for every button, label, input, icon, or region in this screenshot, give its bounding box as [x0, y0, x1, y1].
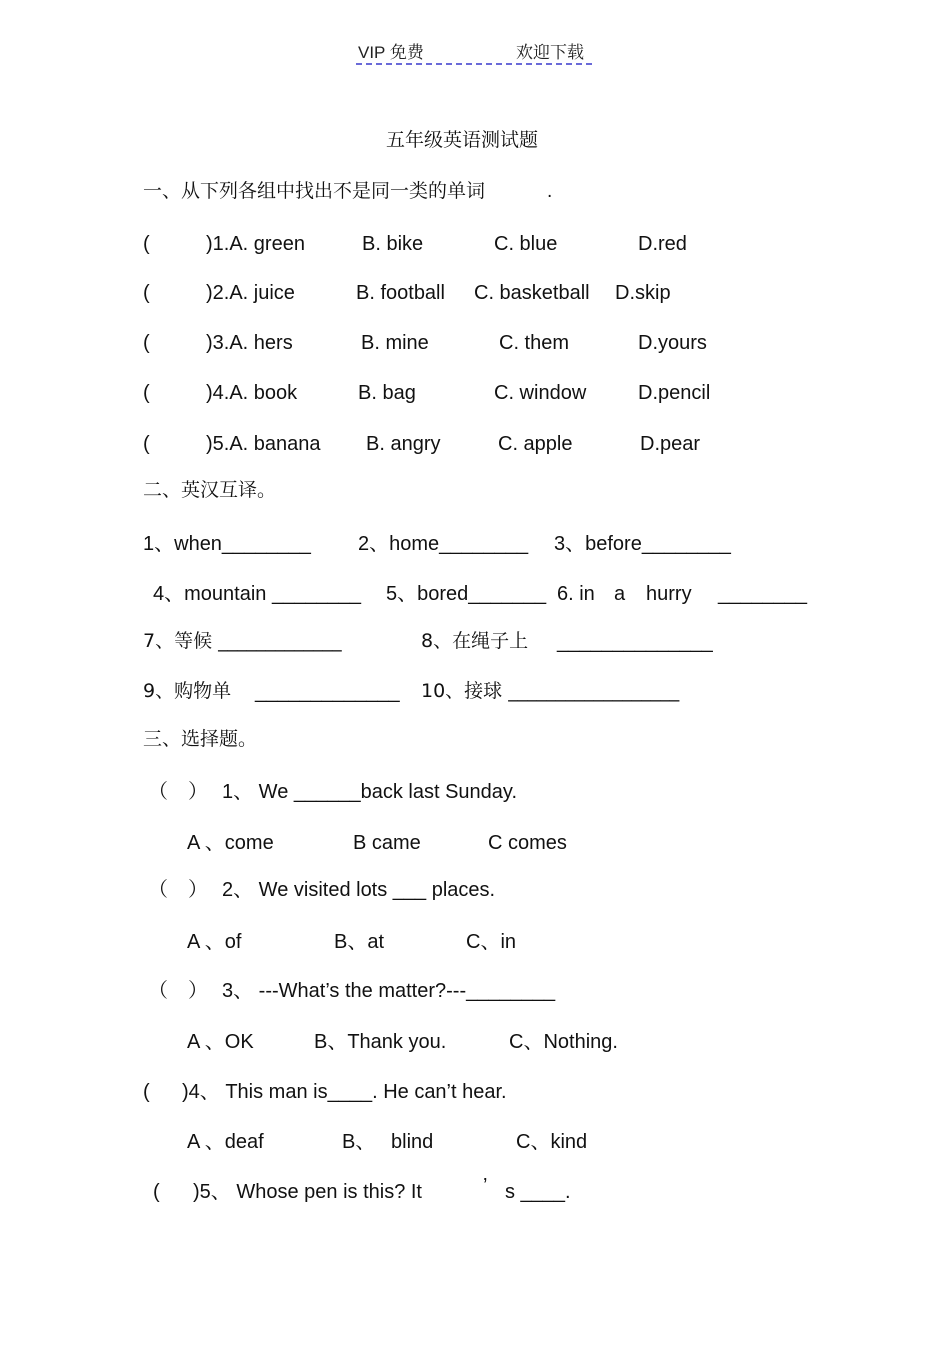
translate-item-6-blank: ________	[718, 583, 807, 605]
page-title: 五年级英语测试题	[386, 129, 539, 151]
translate-item-9-blank: _____________	[255, 681, 400, 703]
choice-q1-paren: （ ）	[148, 781, 208, 803]
option-a: )3.A. hers	[206, 332, 293, 354]
choice-q3-text: 3、 ---What’s the matter?---________	[222, 980, 556, 1002]
option-c: C. apple	[498, 433, 573, 455]
translate-item-4: 4、mountain ________	[153, 583, 361, 605]
choice-q4-c: C、kind	[516, 1131, 588, 1153]
translate-item-2: 2、home________	[358, 533, 529, 555]
option-a: )1.A. green	[206, 233, 305, 255]
option-a: )5.A. banana	[206, 433, 321, 455]
choice-q1-a: A 、come	[187, 832, 274, 854]
choice-q2-c: C、in	[466, 931, 517, 953]
option-b: B. bag	[358, 382, 416, 404]
option-c: C. window	[494, 382, 587, 404]
section1-heading: 一、从下列各组中找出不是同一类的单词	[143, 180, 486, 202]
option-c: C. blue	[494, 233, 558, 255]
choice-q4-text: )4、 This man is____. He can’t hear.	[182, 1081, 507, 1103]
option-b: B. football	[356, 282, 445, 304]
choice-q3-paren: （ ）	[148, 980, 208, 1002]
choice-q5-text: )5、 Whose pen is this? It	[193, 1181, 422, 1203]
choice-q5-tail: s ____.	[505, 1181, 571, 1203]
option-d: D.red	[638, 233, 687, 255]
answer-paren: (	[143, 433, 150, 455]
translate-item-6-hurry: hurry	[646, 583, 692, 605]
choice-q4-b-text: blind	[391, 1131, 434, 1153]
option-d: D.pear	[640, 433, 701, 455]
choice-q2-a: A 、of	[187, 931, 242, 953]
choice-q1-c: C comes	[488, 832, 567, 854]
translate-item-8: 8、在绳子上	[421, 630, 529, 652]
translate-item-1: 1、when________	[143, 533, 311, 555]
option-b: B. mine	[361, 332, 429, 354]
choice-q3-c: C、Nothing.	[509, 1031, 618, 1053]
answer-paren: (	[143, 282, 150, 304]
choice-q2-text: 2、 We visited lots ___ places.	[222, 879, 496, 901]
translate-item-5: 5、bored_______	[386, 583, 547, 605]
choice-q2-paren: （ ）	[148, 879, 208, 901]
header-vip-free: VIP 免费	[358, 43, 424, 62]
translate-item-8-blank: ______________	[557, 631, 713, 653]
choice-q5-apostrophe: ’	[483, 1175, 488, 1197]
answer-paren: (	[143, 332, 150, 354]
option-c: C. them	[499, 332, 570, 354]
option-a: )4.A. book	[206, 382, 298, 404]
choice-q3-b: B、Thank you.	[314, 1031, 447, 1053]
choice-q3-a: A 、OK	[187, 1031, 254, 1053]
translate-item-9: 9、购物单	[143, 680, 232, 702]
header-dashed-underline	[356, 63, 592, 65]
option-b: B. angry	[366, 433, 441, 455]
section2-heading: 二、英汉互译。	[143, 479, 277, 501]
choice-q1-b: B came	[353, 832, 421, 854]
option-d: D.skip	[615, 282, 671, 304]
option-d: D.pencil	[638, 382, 711, 404]
option-b: B. bike	[362, 233, 424, 255]
answer-paren: (	[143, 233, 150, 255]
choice-q5-paren: (	[153, 1181, 160, 1203]
translate-item-10: 10、接球 __________________	[421, 680, 680, 702]
translate-item-6-a: a	[614, 583, 626, 605]
choice-q2-b: B、at	[334, 931, 385, 953]
translate-item-3: 3、before________	[554, 533, 731, 555]
translate-item-6-in: 6. in	[557, 583, 595, 605]
option-c: C. basketball	[474, 282, 590, 304]
choice-q4-b: B、	[342, 1131, 376, 1153]
header-welcome-download: 欢迎下载	[516, 43, 584, 62]
choice-q4-a: A 、deaf	[187, 1131, 264, 1153]
translate-item-7: 7、等候 _____________	[143, 630, 342, 652]
option-a: )2.A. juice	[206, 282, 295, 304]
section1-heading-dot: .	[547, 181, 553, 202]
option-d: D.yours	[638, 332, 707, 354]
choice-q4-paren: (	[143, 1081, 150, 1103]
answer-paren: (	[143, 382, 150, 404]
choice-q1-text: 1、 We ______back last Sunday.	[222, 781, 517, 803]
section3-heading: 三、选择题。	[143, 728, 258, 750]
